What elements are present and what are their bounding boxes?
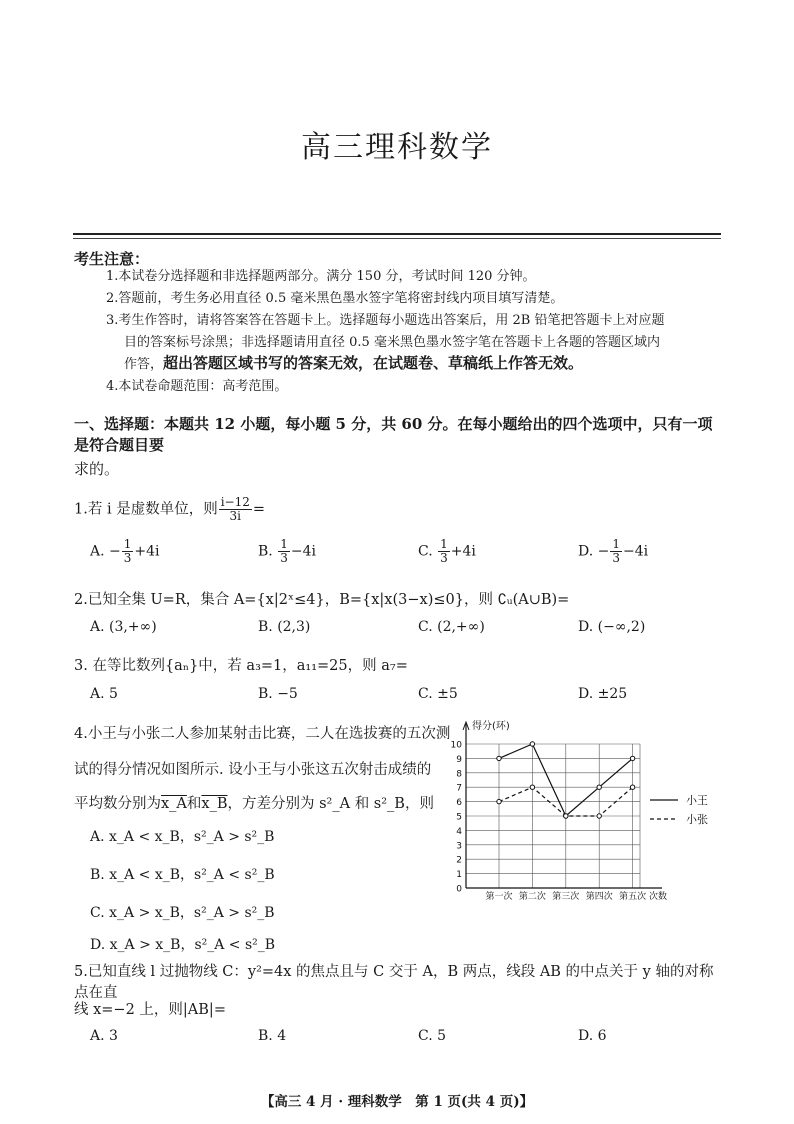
fraction-denominator: 3 (612, 551, 620, 565)
question-2-stem: 2.已知全集 U=R，集合 A={x|2ˣ≤4}，B={x|x(3−x)≤0}，则 ∁ᵤ(A∪B)= (74, 592, 570, 608)
section-1-heading: 一、选择题：本题共 12 小题，每小题 5 分，共 60 分。在每小题给出的四个选项中，只有一项是符合题目要 (74, 415, 713, 454)
fraction-numerator: i−12 (220, 495, 250, 509)
x-tick-label: 第三次 (552, 892, 580, 902)
y-tick-label: 4 (456, 826, 462, 837)
option-a-prefix: A. − (90, 543, 121, 560)
data-point (630, 785, 634, 789)
question-2-option-b: B. (2,3) (258, 619, 311, 635)
question-1-stem: 1.若 i 是虚数单位，则 (74, 501, 218, 518)
fraction-denominator: 3 (280, 551, 288, 565)
question-3-option-a: A. 5 (90, 686, 118, 702)
data-point (597, 814, 601, 818)
data-point (597, 785, 601, 789)
fraction-denominator: 3 (123, 551, 132, 565)
fraction-denominator: 3i (229, 509, 242, 523)
question-3-option-b: B. −5 (258, 686, 298, 702)
option-d-prefix: D. − (578, 543, 610, 560)
option-c-suffix: +4i (450, 543, 476, 560)
line-3-suffix: ，方差分别为 s²_A 和 s²_B，则 (227, 796, 434, 812)
question-4-line-2: 试的得分情况如图所示. 设小王与小张这五次射击成绩的 (74, 762, 432, 778)
question-5-option-b: B. 4 (258, 1028, 287, 1044)
question-5-option-a: A. 3 (90, 1028, 118, 1044)
x-tick-label: 第五次 (619, 892, 647, 902)
notice-item-2: 2.答题前，考生务必用直径 0.5 毫米黑色墨水签字笔将密封线内项目填写清楚。 (106, 291, 564, 306)
fraction-numerator: 1 (280, 537, 288, 551)
data-point (530, 785, 534, 789)
mean-a: x_A (161, 796, 187, 812)
notice-heading: 考生注意： (74, 250, 150, 268)
question-5-line-2: 线 x=−2 上，则|AB|= (74, 1002, 226, 1018)
question-5-option-c: C. 5 (418, 1028, 447, 1044)
question-1-option-b (258, 538, 316, 565)
option-d-fraction (610, 538, 622, 565)
option-a-fraction (122, 538, 134, 565)
question-5-option-d: D. 6 (578, 1028, 607, 1044)
y-tick-label: 3 (456, 841, 462, 852)
y-tick-label: 9 (456, 754, 462, 765)
line-3-prefix: 平均数分别为 (74, 796, 161, 812)
fraction-denominator: 3 (440, 551, 448, 565)
notice-item-3-pre: 作答， (124, 357, 164, 372)
question-4-option-d: D. x_A > x_B，s²_A < s²_B (90, 937, 276, 953)
question-1-option-c (418, 538, 476, 565)
equals-sign: = (252, 501, 266, 518)
mean-b: x_B (201, 796, 228, 812)
question-1 (74, 496, 724, 523)
option-c-prefix: C. (418, 543, 438, 560)
option-b-fraction (278, 538, 290, 565)
fraction-numerator: 1 (123, 537, 132, 551)
question-4-line-1: 4.小王与小张二人参加某射击比赛，二人在选拔赛的五次测 (74, 726, 451, 742)
question-5-line-1: 5.已知直线 l 过抛物线 C：y²=4x 的焦点且与 C 交于 A，B 两点，线段 AB 的中点关于 y 轴的对称点在直 (74, 964, 714, 1001)
data-point (630, 756, 634, 760)
page-title: 高三理科数学 (301, 130, 493, 165)
option-d-suffix: −4i (623, 543, 649, 560)
option-a-suffix: +4i (134, 543, 160, 560)
divider-thin (73, 238, 721, 239)
notice-item-4: 4.本试卷命题范围：高考范围。 (106, 379, 288, 394)
question-1-option-d (578, 538, 648, 565)
data-point (497, 799, 501, 803)
legend-label: 小张 (686, 813, 708, 826)
notice-item-3: 3.考生作答时，请将答案答在答题卡上。选择题每小题选出答案后，用 2B 铅笔把答题卡上对应题 (106, 313, 665, 328)
question-4-option-b: B. x_A < x_B，s²_A < s²_B (90, 867, 275, 883)
question-1-fraction (219, 496, 252, 523)
question-1-option-a (90, 538, 160, 565)
y-tick-label: 7 (456, 783, 462, 794)
y-tick-label: 5 (456, 812, 462, 823)
fraction-numerator: 1 (440, 537, 448, 551)
y-tick-label: 1 (456, 870, 462, 881)
notice-item-1: 1.本试卷分选择题和非选择题两部分。满分 150 分，考试时间 120 分钟。 (106, 269, 536, 284)
question-4-option-c: C. x_A > x_B，s²_A > s²_B (90, 905, 275, 921)
fraction-numerator: 1 (612, 537, 620, 551)
x-tick-label: 第一次 (485, 892, 513, 902)
option-b-prefix: B. (258, 543, 278, 560)
option-b-suffix: −4i (290, 543, 316, 560)
question-4-line-3 (74, 792, 454, 813)
page-footer: 【高三 4 月 · 理科数学 第 1 页(共 4 页)】 (260, 1094, 534, 1110)
data-point (564, 814, 568, 818)
option-c-fraction (438, 538, 450, 565)
question-3-option-c: C. ±5 (418, 686, 458, 702)
question-3-stem: 3. 在等比数列{aₙ}中，若 a₃=1，a₁₁=25，则 a₇= (74, 658, 408, 674)
notice-item-3-cont2 (124, 352, 724, 376)
data-point (497, 756, 501, 760)
notice-item-3-emphasis: 超出答题区域书写的答案无效，在试题卷、草稿纸上作答无效。 (163, 354, 584, 372)
legend-label: 小王 (686, 794, 708, 807)
y-tick-label: 6 (456, 798, 462, 809)
question-2-option-c: C. (2,+∞) (418, 619, 485, 635)
x-tick-label: 第二次 (518, 892, 546, 902)
x-axis-label: 次数 (648, 892, 668, 902)
y-axis-label: 得分(环) (472, 721, 510, 732)
notice-item-3-cont: 目的答案标号涂黑；非选择题请用直径 0.5 毫米黑色墨水签字笔在答题卡上各题的答题区域内 (124, 335, 660, 350)
question-2-option-d: D. (−∞,2) (578, 619, 646, 635)
score-line-chart (450, 718, 720, 904)
section-1-heading-cont: 求的。 (74, 460, 120, 478)
x-tick-label: 第四次 (585, 892, 613, 902)
question-4-option-a: A. x_A < x_B，s²_A > s²_B (90, 829, 275, 845)
question-2-option-a: A. (3,+∞) (90, 619, 157, 635)
y-tick-label: 8 (456, 769, 462, 780)
y-tick-label: 0 (456, 884, 462, 895)
question-3-option-d: D. ±25 (578, 686, 628, 702)
y-tick-label: 2 (456, 855, 462, 866)
y-tick-label: 10 (450, 740, 462, 751)
line-3-and: 和 (186, 796, 202, 812)
data-point (530, 742, 534, 746)
divider-thick (73, 233, 721, 235)
